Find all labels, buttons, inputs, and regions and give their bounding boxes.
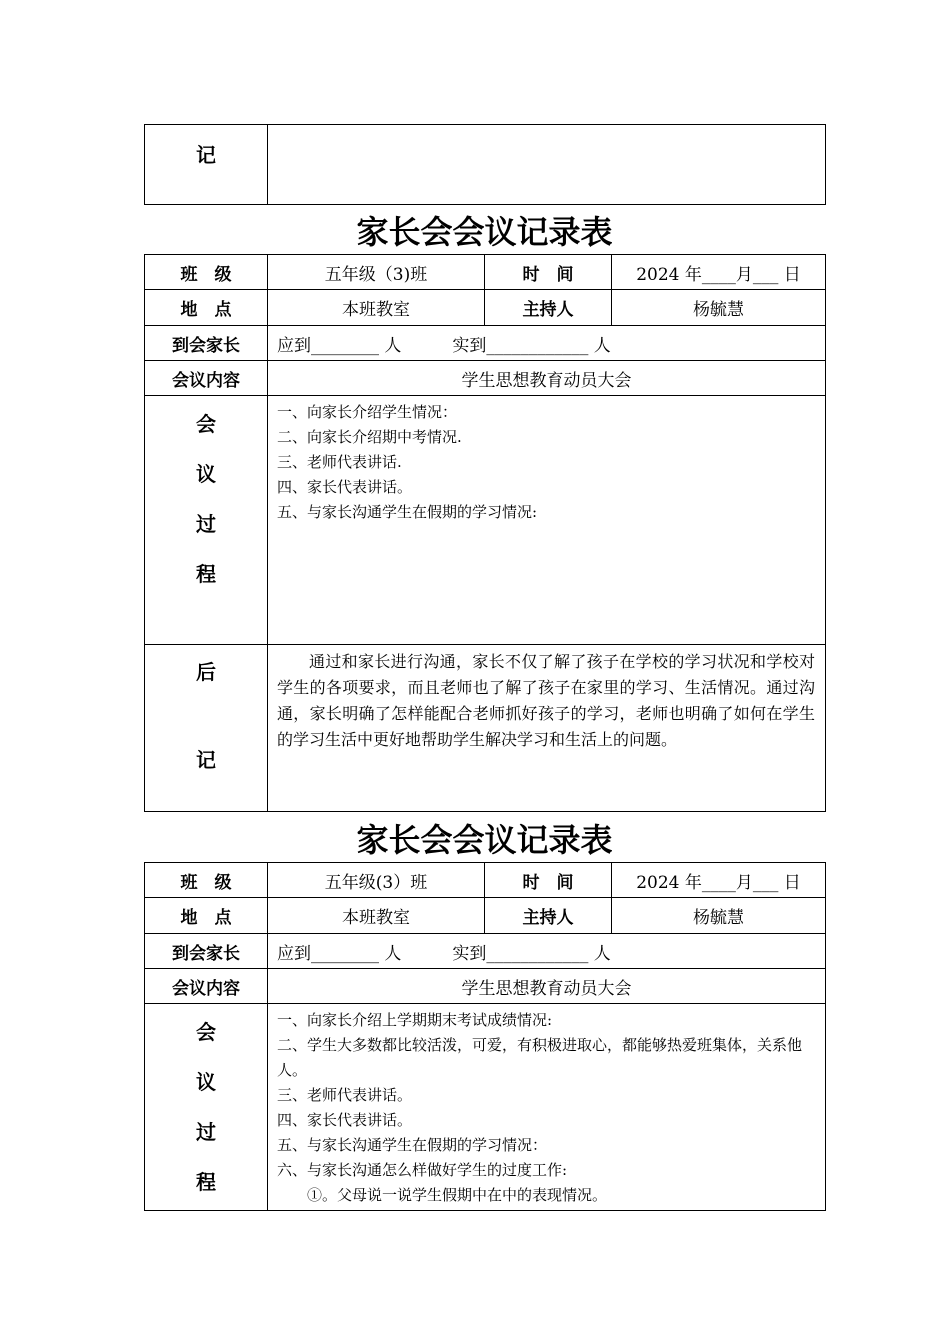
host-label: 主持人 [485, 290, 612, 326]
postscript-content-tail [268, 125, 826, 205]
process-item: 一、向家长介绍学生情况： [277, 403, 458, 421]
process-label-char: 程 [196, 1170, 216, 1194]
process-label-char: 议 [196, 462, 216, 486]
process-label [145, 396, 268, 645]
attendance-label: 到会家长 [145, 934, 268, 969]
host-value: 杨毓慧 [612, 898, 826, 934]
time-label: 时 间 [485, 255, 612, 290]
content-label: 会议内容 [145, 969, 268, 1004]
process-content [268, 396, 826, 645]
process-label [145, 1004, 268, 1211]
postscript-label [145, 645, 268, 812]
place-label: 地 点 [145, 898, 268, 934]
meeting-record-table [144, 254, 825, 812]
process-label-char: 会 [196, 1020, 216, 1044]
meeting-record-table [144, 862, 825, 1211]
class-label: 班 级 [145, 863, 268, 898]
process-label-char: 程 [196, 562, 216, 586]
postscript-label-tail: 记 [145, 125, 268, 205]
process-item: 五、与家长沟通学生在假期的学习情况： [277, 1136, 548, 1154]
process-label-char: 过 [196, 1120, 216, 1144]
class-value: 五年级（3)班 [268, 255, 485, 290]
form-title: 家长会会议记录表 [356, 821, 613, 859]
process-label-char: 过 [196, 512, 216, 536]
process-item: ①。父母说一说学生假期中在中的表现情况。 [277, 1186, 608, 1204]
process-item: 四、家长代表讲话。 [277, 478, 413, 496]
time-value: 2024 年____月___ 日 [612, 255, 826, 290]
process-content [268, 1004, 826, 1211]
attendance-label: 到会家长 [145, 326, 268, 361]
process-item: 三、老师代表讲话。 [277, 1086, 413, 1104]
attendance-value: 应到________ 人 实到____________ 人 [268, 326, 826, 361]
class-label: 班 级 [145, 255, 268, 290]
place-value: 本班教室 [268, 898, 485, 934]
content-value: 学生思想教育动员大会 [268, 361, 826, 396]
host-label: 主持人 [485, 898, 612, 934]
class-value: 五年级(3）班 [268, 863, 485, 898]
previous-table-fragment [144, 124, 825, 205]
time-value: 2024 年____月___ 日 [612, 863, 826, 898]
attendance-value: 应到________ 人 实到____________ 人 [268, 934, 826, 969]
place-label: 地 点 [145, 290, 268, 326]
process-item: 六、与家长沟通怎么样做好学生的过度工作: [277, 1161, 568, 1179]
process-label-char: 议 [196, 1070, 216, 1094]
host-value: 杨毓慧 [612, 290, 826, 326]
place-value: 本班教室 [268, 290, 485, 326]
process-item: 二、学生大多数都比较活泼，可爱，有积极进取心，都能够热爱班集体，关系他人。 [277, 1036, 803, 1079]
process-item: 五、与家长沟通学生在假期的学习情况: [277, 503, 538, 521]
time-label: 时 间 [485, 863, 612, 898]
postscript-text: 通过和家长进行沟通，家长不仅了解了孩子在学校的学习状况和学校对学生的各项要求，而且老师也了解了孩子在家里的学习、生活情况。通过沟通，家长明确了怎样能配合老师抓好孩子的学习，老师也明确了如何在学生的学习生活中更好地帮助学生解决学习和生活上的问题。 [268, 645, 826, 812]
process-item: 一、向家长介绍上学期期末考试成绩情况: [277, 1011, 553, 1029]
form-title: 家长会会议记录表 [356, 213, 613, 251]
postscript-label-char: 记 [196, 748, 216, 772]
content-value: 学生思想教育动员大会 [268, 969, 826, 1004]
content-label: 会议内容 [145, 361, 268, 396]
process-item: 三、老师代表讲话. [277, 453, 402, 471]
process-label-char: 会 [196, 412, 216, 436]
process-item: 二、向家长介绍期中考情况. [277, 428, 462, 446]
process-item: 四、家长代表讲话。 [277, 1111, 413, 1129]
postscript-label-char: 后 [196, 660, 216, 684]
